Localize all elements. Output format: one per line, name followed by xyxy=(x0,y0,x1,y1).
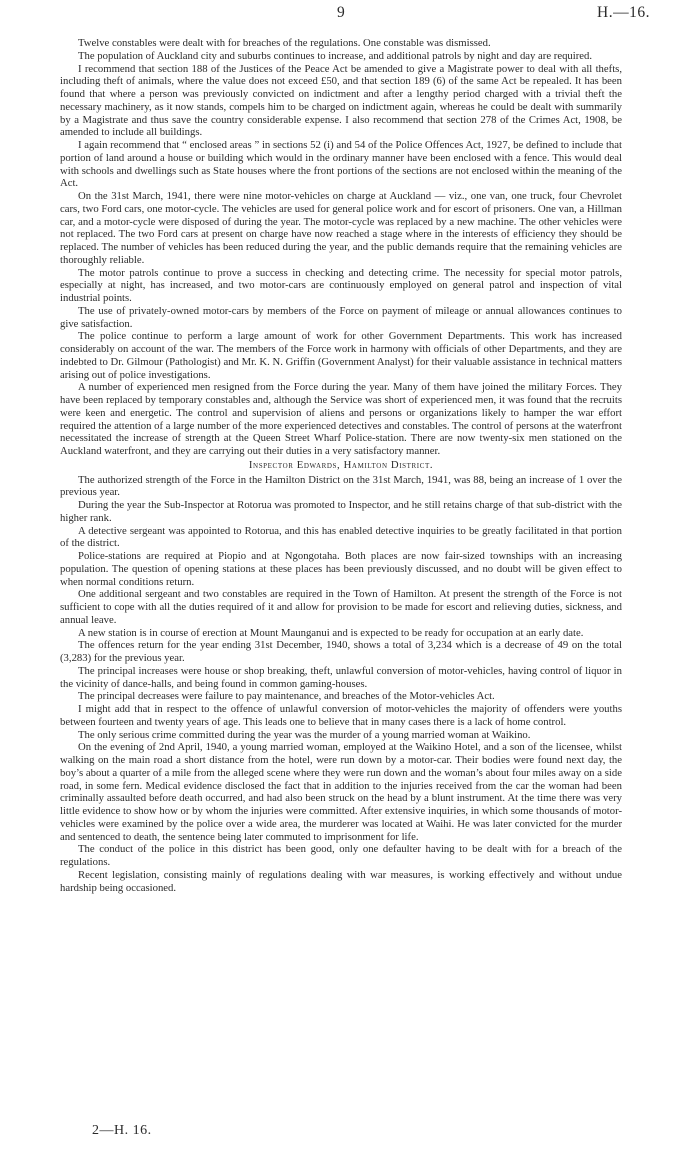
page-signature: 2—H. 16. xyxy=(92,1123,152,1138)
paragraph: I again recommend that “ enclosed areas ” in sections 52 (i) and 54 of the Police Offences Act, 1927, be defined to include that portion of land around a house or building which would in the ordinary manner have been enclosed with a fence. This would deal with schools and dwellings such as State houses where the front portions of the sections are not enclosed within the meaning of the Act. xyxy=(60,139,622,190)
paragraph: A number of experienced men resigned from the Force during the year. Many of them have joined the military Forces. They have been replaced by temporary constables and, although the Service was short of experienced men, it was found that the recruits were keen and energetic. The control and supervision of aliens and persons or organizations likely to hamper the war effort required the attention of a large number of the more experienced detectives and constables. The control of persons at the waterfront necessitated the increase of strength at the Queen Street Wharf Police-station. There are now twenty-six men stationed on the Auckland waterfront, and they are carrying out their duties in a very satisfactory manner. xyxy=(60,381,622,457)
paragraph: Recent legislation, consisting mainly of regulations dealing with war measures, is working effectively and without undue hardship being occasioned. xyxy=(60,868,622,894)
page-number: 9 xyxy=(337,4,345,21)
paragraph: The principal increases were house or shop breaking, theft, unlawful conversion of motor-vehicles, having control of liquor in the vicinity of dance-halls, and being found in common gaming-houses. xyxy=(60,664,622,690)
paragraph: The offences return for the year ending 31st December, 1940, shows a total of 3,234 which is a decrease of 49 on the total (3,283) for the previous year. xyxy=(60,639,622,664)
paragraph: A new station is in course of erection at Mount Maunganui and is expected to be ready for occupation at an early date. xyxy=(78,626,584,639)
paragraph: The use of privately-owned motor-cars by members of the Force on payment of mileage or annual allowances continues to give satisfaction. xyxy=(60,304,622,330)
paragraph: On the 31st March, 1941, there were nine motor-vehicles on charge at Auckland — viz., one van, one truck, four Chevrolet cars, two Ford cars, one motor-cycle. The vehicles are used for general police work and for escort of prisoners. One van, a Hillman car, and a motor-cycle were disposed of during the year. The motor-cycle was replaced by a new machine. The other vehicles were not replaced. The two Ford cars at present on charge have now reached a stage where in the interests of efficiency they should be replaced. The number of vehicles has been reduced during the year, and the public demands require that the remaining vehicles are thoroughly reliable. xyxy=(60,190,622,266)
hamilton-section xyxy=(60,459,622,895)
paragraph: The population of Auckland city and suburbs continues to increase, and additional patrols by night and day are required. xyxy=(78,49,593,62)
section-heading: Inspector Edwards, Hamilton District. xyxy=(248,458,434,471)
paragraph: I recommend that section 188 of the Justices of the Peace Act be amended to give a Magistrate power to deal with all thefts, including theft of animals, where the value does not exceed £50, and that section 189 (6) of the same Act be repealed. It has been found that where a person was previously convicted on indictment and after a lengthy period charged with a trivial theft the necessary machinery, as it now stands, compels him to be charged on indictment again, whereas he could be dealt with summarily by a Magistrate and thus save the country considerable expense. I also recommend that section 278 of the Crimes Act, 1908, be amended to include all buildings. xyxy=(60,62,622,139)
paragraph: On the evening of 2nd April, 1940, a young married woman, employed at the Waikino Hotel, and a son of the licensee, whilst walking on the main road a short distance from the hotel, were run down by a motor-car. Their bodies were found next day, the boy’s about a quarter of a mile from the alleged scene where they were run down and the woman’s about four miles away on a side road, in some fern. Medical evidence disclosed the fact that in addition to the injuries received from the car the woman had been criminally assaulted before death occurred, and had also been struck on the head by a blunt instrument. At the time there was very little evidence to show how or by whom the injuries were committed. After extensive inquiries, in which some thousands of motor-vehicles were examined by the police over a wide area, the murderer was located at Waihi. He was later convicted for the murder and sentenced to death, the sentence being later commuted to imprisonment for life. xyxy=(60,741,622,843)
paragraph: The police continue to perform a large amount of work for other Government Departments. This work has increased considerably on account of the war. The members of the Force work in harmony with officials of other Departments, and they are indebted to Dr. Gilmour (Pathologist) and Mr. K. N. Griffin (Government Analyst) for their valuable assistance in technical matters arising out of police investigations. xyxy=(60,330,622,381)
paragraph: The conduct of the police in this district has been good, only one defaulter having to be dealt with for a breach of the regulations. xyxy=(60,843,622,868)
paragraph: The motor patrols continue to prove a success in checking and detecting crime. The necessity for special motor patrols, especially at night, has increased, and two motor-cars are continuously employed on general patrol and inspection of vital industrial points. xyxy=(60,266,622,304)
paragraph: The principal decreases were failure to pay maintenance, and breaches of the Motor-vehicles Act. xyxy=(78,690,495,703)
auckland-section xyxy=(60,37,622,458)
paragraph: During the year the Sub-Inspector at Rotorua was promoted to Inspector, and he still retains charge of that sub-district with the higher rank. xyxy=(60,499,622,524)
paragraph: Police-stations are required at Piopio and at Ngongotaha. Both places are now fair-sized townships with an increasing population. The question of opening stations at these places has been previously discussed, and no doubt will be given effect to when normal conditions return. xyxy=(60,550,622,588)
document-body xyxy=(60,37,622,894)
page-header xyxy=(0,2,700,28)
document-reference: H.—16. xyxy=(597,4,650,21)
paragraph: A detective sergeant was appointed to Rotorua, and this has enabled detective inquiries to be greatly facilitated in that portion of the district. xyxy=(60,524,622,550)
paragraph: I might add that in respect to the offence of unlawful conversion of motor-vehicles the majority of offenders were youths between fourteen and twenty years of age. This leads one to believe that in many cases there is a lack of home control. xyxy=(60,703,622,728)
paragraph: Twelve constables were dealt with for breaches of the regulations. One constable was dismissed. xyxy=(78,37,491,49)
paragraph: The authorized strength of the Force in the Hamilton District on the 31st March, 1941, was 88, being an increase of 1 over the previous year. xyxy=(60,473,622,499)
paragraph: One additional sergeant and two constables are required in the Town of Hamilton. At present the strength of the Force is not sufficient to cope with all the duties required of it and allow for provision to be made for escort and relieving duties, sickness, and annual leave. xyxy=(60,588,622,626)
paragraph: The only serious crime committed during the year was the murder of a young married woman at Waikino. xyxy=(78,728,531,741)
